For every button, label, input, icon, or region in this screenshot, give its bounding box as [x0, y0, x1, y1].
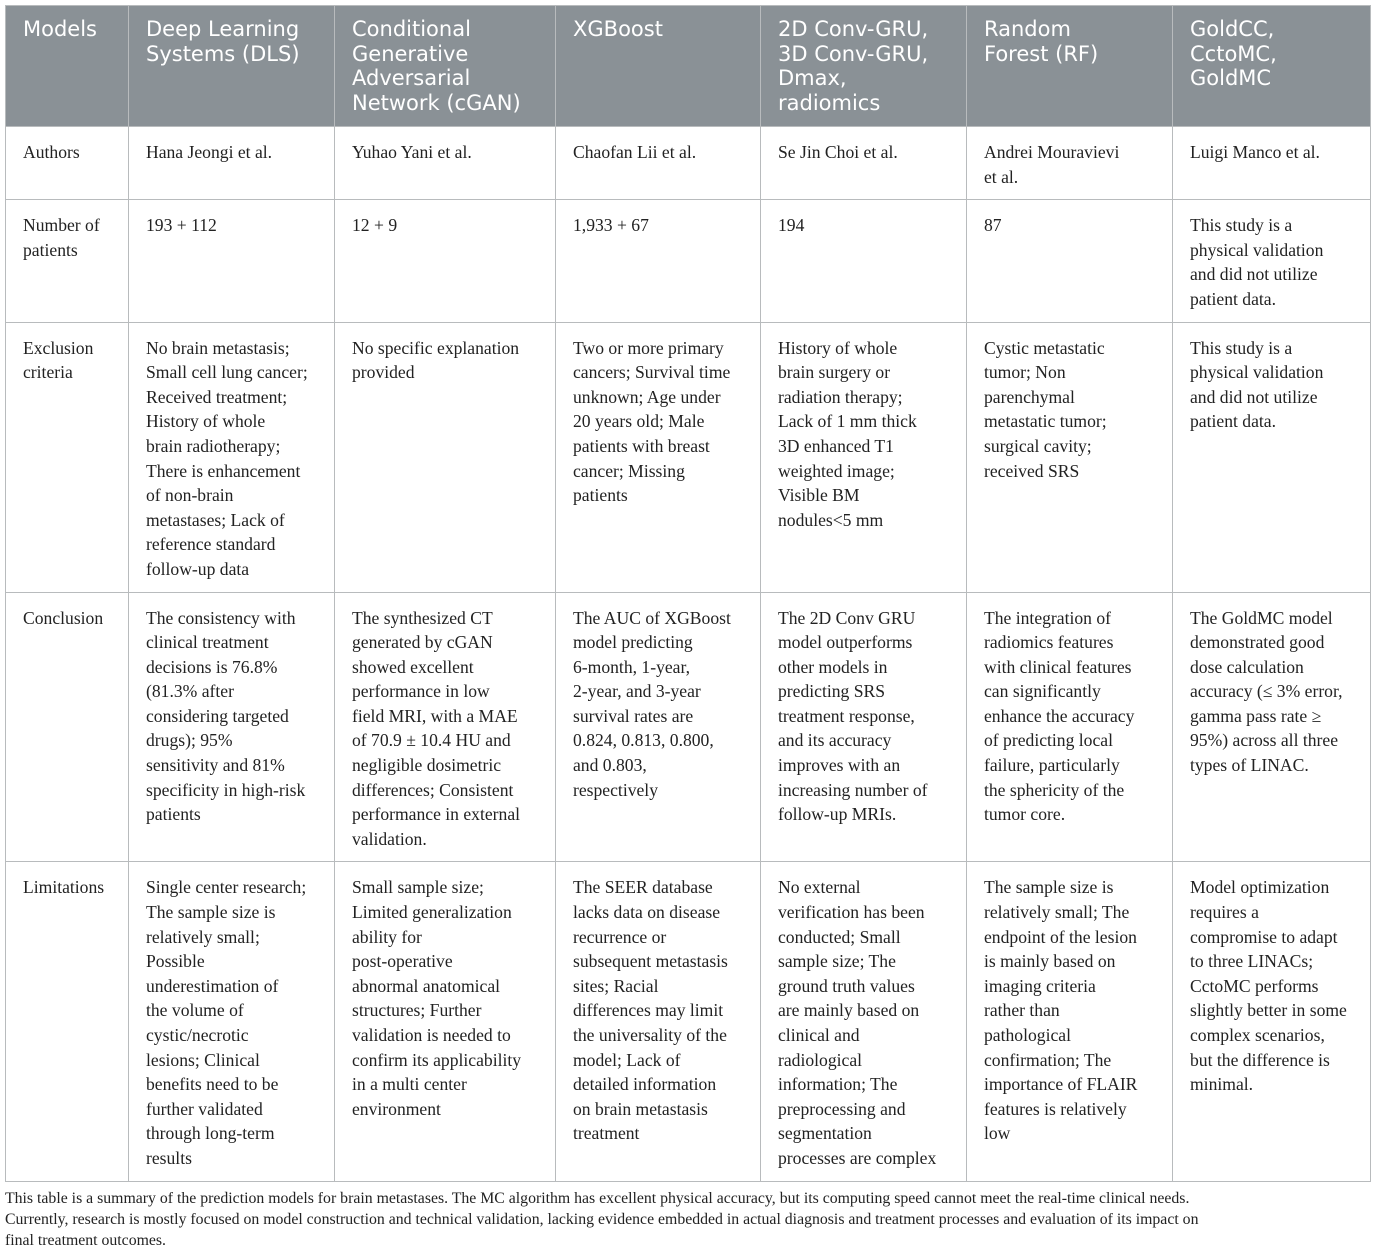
table-cell: No external verification has been conducted; Small sample size; The ground truth values are mainly based on clinical and radiological information; The preprocessing and segmentation processes are complex	[761, 862, 967, 1181]
row-label: Number of patients	[6, 200, 129, 322]
table-cell: History of whole brain surgery or radiation therapy; Lack of 1 mm thick 3D enhanced T1 weighted image; Visible BM nodules<5 mm	[761, 322, 967, 592]
table-cell: Two or more primary cancers; Survival time unknown; Age under 20 years old; Male patients with breast cancer; Missing patients	[556, 322, 761, 592]
header-dls: Deep Learning Systems (DLS)	[129, 6, 335, 127]
table-cell: Se Jin Choi et al.	[761, 127, 967, 200]
table-row-number-of-patients	[6, 200, 1371, 322]
table-cell: The integration of radiomics features with clinical features can significantly enhance the accuracy of predicting local failure, particularly the sphericity of the tumor core.	[967, 592, 1173, 862]
table-cell: This study is a physical validation and did not utilize patient data.	[1173, 200, 1371, 322]
table-cell: 12 + 9	[335, 200, 556, 322]
table-cell: This study is a physical validation and did not utilize patient data.	[1173, 322, 1371, 592]
table-cell: The synthesized CT generated by cGAN showed excellent performance in low field MRI, with a MAE of 70.9 ± 10.4 HU and negligible dosimetric differences; Consistent performance in external validation.	[335, 592, 556, 862]
header-random-forest: Random Forest (RF)	[967, 6, 1173, 127]
row-label: Limitations	[6, 862, 129, 1181]
table-cell: 194	[761, 200, 967, 322]
table-cell: The SEER database lacks data on disease recurrence or subsequent metastasis sites; Racial differences may limit the universality of the model; Lack of detailed information on brain metastasis treatment	[556, 862, 761, 1181]
header-conv-gru: 2D Conv-GRU, 3D Conv-GRU, Dmax, radiomics	[761, 6, 967, 127]
table-cell: Single center research; The sample size is relatively small; Possible underestimation of the volume of cystic/necrotic lesions; Clinical benefits need to be further validated through long-term results	[129, 862, 335, 1181]
table-cell: Chaofan Lii et al.	[556, 127, 761, 200]
row-label: Exclusion criteria	[6, 322, 129, 592]
table-row-conclusion	[6, 592, 1371, 862]
table-cell: The GoldMC model demonstrated good dose calculation accuracy (≤ 3% error, gamma pass rate ≥ 95%) across all three types of LINAC.	[1173, 592, 1371, 862]
table-cell: The 2D Conv GRU model outperforms other models in predicting SRS treatment response, and its accuracy improves with an increasing number of follow-up MRIs.	[761, 592, 967, 862]
prediction-models-table	[5, 5, 1371, 1182]
table-row-limitations	[6, 862, 1371, 1181]
row-label: Conclusion	[6, 592, 129, 862]
table-cell: Model optimization requires a compromise to adapt to three LINACs; CctoMC performs slightly better in some complex scenarios, but the difference is minimal.	[1173, 862, 1371, 1181]
header-row	[6, 6, 1371, 127]
table-cell: Small sample size; Limited generalization ability for post-operative abnormal anatomical structures; Further validation is needed to confirm its applicability in a multi center environment	[335, 862, 556, 1181]
row-label: Authors	[6, 127, 129, 200]
table-cell: No specific explanation provided	[335, 322, 556, 592]
table-cell: 193 + 112	[129, 200, 335, 322]
table-row-exclusion-criteria	[6, 322, 1371, 592]
table-cell: Cystic metastatic tumor; Non parenchymal metastatic tumor; surgical cavity; received SRS	[967, 322, 1173, 592]
table-cell: Luigi Manco et al.	[1173, 127, 1371, 200]
header-xgboost: XGBoost	[556, 6, 761, 127]
table-cell: The consistency with clinical treatment decisions is 76.8% (81.3% after considering targeted drugs); 95% sensitivity and 81% specificity in high-risk patients	[129, 592, 335, 862]
table-footnote: This table is a summary of the prediction models for brain metastases. The MC algorithm has excellent physical accuracy, but its computing speed cannot meet the real-time clinical needs. Currently, research is mostly focused on model construction and technical validation, lacking evidence embedded in actual diagnosis and treatment processes and evaluation of its impact on final treatment outcomes.	[5, 1189, 1199, 1249]
table-cell: 1,933 + 67	[556, 200, 761, 322]
header-cgan: Conditional Generative Adversarial Network (cGAN)	[335, 6, 556, 127]
table-cell: Hana Jeongi et al.	[129, 127, 335, 200]
header-models: Models	[6, 6, 129, 127]
table-row-authors	[6, 127, 1371, 200]
table-cell: The sample size is relatively small; The endpoint of the lesion is mainly based on imaging criteria rather than pathological confirmation; The importance of FLAIR features is relatively low	[967, 862, 1173, 1181]
header-goldmc: GoldCC, CctoMC, GoldMC	[1173, 6, 1371, 127]
table-cell: Yuhao Yani et al.	[335, 127, 556, 200]
table-cell: Andrei Mouravievi et al.	[967, 127, 1173, 200]
table-cell: 87	[967, 200, 1173, 322]
table-cell: The AUC of XGBoost model predicting 6-month, 1-year, 2-year, and 3-year survival rates are 0.824, 0.813, 0.800, and 0.803, respectively	[556, 592, 761, 862]
table-cell: No brain metastasis; Small cell lung cancer; Received treatment; History of whole brain radiotherapy; There is enhancement of non-brain metastases; Lack of reference standard follow-up data	[129, 322, 335, 592]
